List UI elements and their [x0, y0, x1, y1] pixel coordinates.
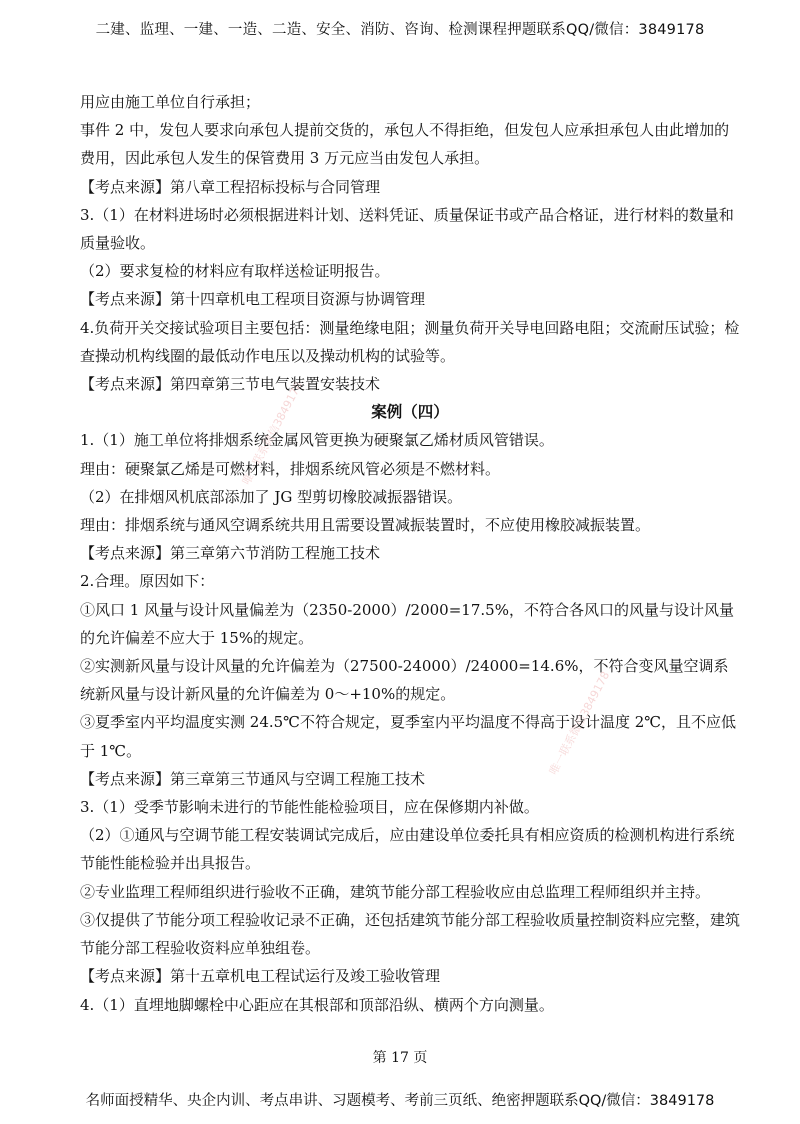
page-number: 第 17 页 [372, 1050, 428, 1066]
source-note: 【考点来源】第十四章机电工程项目资源与协调管理 [80, 290, 426, 309]
paragraph: （2）在排烟风机底部添加了 JG 型剪切橡胶减振器错误。 [80, 487, 463, 506]
watermark-2: 唯一联系微信3849178 [546, 669, 613, 778]
paragraph: 2.合理。原因如下： [80, 572, 215, 591]
paragraph: ③仅提供了节能分项工程验收记录不正确，还包括建筑节能分部工程验收质量控制资料应完整，建筑节能分部工程验收资料应单独组卷。 [80, 910, 741, 958]
page-footer-ad: 名师面授精华、央企内训、考点串讲、习题模考、考前三页纸、绝密押题联系QQ/微信：3849178 [85, 1093, 715, 1109]
paragraph: 4.负荷开关交接试验项目主要包括：测量绝缘电阻；测量负荷开关导电回路电阻；交流耐压试验；检查操动机构线圈的最低动作电压以及操动机构的试验等。 [80, 318, 740, 365]
source-note: 【考点来源】第八章工程招标投标与合同管理 [80, 177, 381, 196]
source-note: 【考点来源】第十五章机电工程试运行及竣工验收管理 [80, 967, 441, 986]
paragraph: ②实测新风量与设计风量的允许偏差为（27500-24000）/24000=14.6%，不符合变风量空调系统新风量与设计新风量的允许偏差为 0～+10%的规定。 [80, 657, 729, 704]
paragraph: 理由：硬聚氯乙烯是可燃材料，排烟系统风管必须是不燃材料。 [80, 459, 501, 478]
paragraph: （2）要求复检的材料应有取样送检证明报告。 [80, 262, 390, 281]
paragraph: ①风口 1 风量与设计风量偏差为（2350-2000）/2000=17.5%，不符合各风口的风量与设计风量的允许偏差不应大于 15%的规定。 [80, 600, 734, 647]
source-note: 【考点来源】第三章第六节消防工程施工技术 [80, 544, 381, 563]
source-note: 【考点来源】第四章第三节电气装置安装技术 [80, 375, 381, 394]
paragraph: ③夏季室内平均温度实测 24.5℃不符合规定，夏季室内平均温度不得高于设计温度 2℃，且不应低于 1℃。 [80, 713, 737, 760]
paragraph: ②专业监理工程师组织进行验收不正确，建筑节能分部工程验收应由总监理工程师组织并主持。 [80, 882, 711, 901]
paragraph: 1.（1）施工单位将排烟系统金属风管更换为硬聚氯乙烯材质风管错误。 [80, 431, 554, 450]
paragraph: 事件 2 中，发包人要求向承包人提前交货的，承包人不得拒绝，但发包人应承担承包人由此增加的费用，因此承包人发生的保管费用 3 万元应当由发包人承担。 [80, 121, 730, 168]
paragraph: （2）①通风与空调节能工程安装调试完成后，应由建设单位委托具有相应资质的检测机构进行系统节能性能检验并出具报告。 [80, 826, 735, 873]
page-header-ad: 二建、监理、一建、一造、二造、安全、消防、咨询、检测课程押题联系QQ/微信：3849178 [95, 22, 705, 38]
source-note: 【考点来源】第三章第三节通风与空调工程施工技术 [80, 769, 426, 788]
paragraph: 用应由施工单位自行承担； [80, 93, 261, 111]
paragraph: 3.（1）受季节影响未进行的节能性能检验项目，应在保修期内补做。 [80, 798, 539, 817]
document-body [80, 88, 740, 1019]
paragraph: 3.（1）在材料进场时必须根据进料计划、送料凭证、质量保证书或产品合格证，进行材料的数量和质量验收。 [80, 205, 734, 253]
watermark-1: 唯一联系微信3849178 [239, 379, 306, 488]
paragraph: 4.（1）直埋地脚螺栓中心距应在其根部和顶部沿纵、横两个方向测量。 [80, 995, 554, 1014]
paragraph: 理由：排烟系统与通风空调系统共用且需要设置减振装置时，不应使用橡胶减振装置。 [80, 516, 651, 535]
case-title: 案例（四） [371, 402, 449, 422]
